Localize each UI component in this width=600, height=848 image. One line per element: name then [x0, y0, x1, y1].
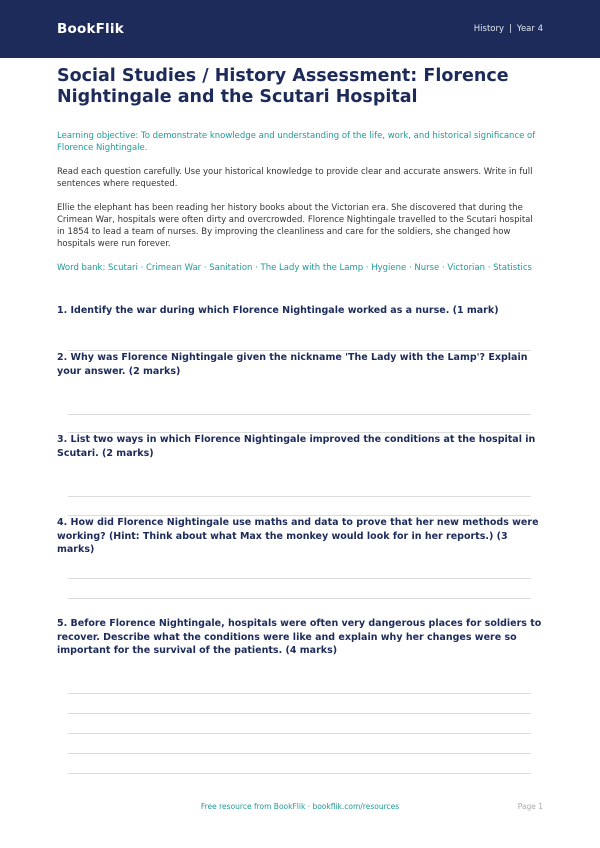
meta-separator: |: [509, 24, 512, 34]
learning-objective: Learning objective: To demonstrate knowledge and understanding of the life, work, and historical significance of Florence Nightingale.: [57, 131, 536, 153]
page-number: Page 1: [517, 802, 543, 811]
footer-text[interactable]: Free resource from BookFlik · bookflik.com/resources: [200, 802, 400, 811]
question-4: 4. How did Florence Nightingale use maths and data to prove that her new methods were working? (Hint: Think about what Max the monkey would look for in her reports.) (3 marks): [57, 517, 539, 555]
question-1: 1. Identify the war during which Florence Nightingale worked as a nurse. (1 mark): [57, 305, 499, 316]
question-5: 5. Before Florence Nightingale, hospitals were often very dangerous places for soldiers to recover. Describe what the conditions were like and explain why her changes were so important for the survival of the patients. (4 marks): [57, 618, 542, 656]
page-title: Social Studies / History Assessment: Florence Nightingale and the Scutari Hospital: [57, 66, 509, 107]
answer-line[interactable]: [68, 496, 531, 497]
page-header: [0, 0, 600, 58]
answer-line[interactable]: [68, 693, 531, 694]
answer-line[interactable]: [68, 713, 531, 714]
brand-logo[interactable]: BookFlik: [57, 21, 124, 37]
question-2: 2. Why was Florence Nightingale given the nickname 'The Lady with the Lamp'? Explain your answer. (2 marks): [57, 352, 528, 377]
intro-section: [57, 66, 543, 274]
answer-line[interactable]: [68, 773, 531, 774]
word-bank: Word bank: Scutari · Crimean War · Sanitation · The Lady with the Lamp · Hygiene · Nurse · Victorian · Statistics: [57, 263, 532, 273]
answer-line[interactable]: [68, 733, 531, 734]
answer-line[interactable]: [68, 598, 531, 599]
subject-label: History: [473, 24, 505, 34]
year-label: Year 4: [516, 24, 543, 34]
answer-line[interactable]: [68, 578, 531, 579]
answer-line[interactable]: [68, 414, 531, 415]
instructions-text: Read each question carefully. Use your historical knowledge to provide clear and accurate answers. Write in full sentences where requested.: [57, 167, 533, 189]
answer-line[interactable]: [68, 753, 531, 754]
question-3: 3. List two ways in which Florence Nightingale improved the conditions at the hospital in Scutari. (2 marks): [57, 434, 536, 459]
story-text: Ellie the elephant has been reading her history books about the Victorian era. She discovered that during the Crimean War, hospitals were often dirty and overcrowded. Florence Nightingale travelled to the Scutari hospital in 1854 to lead a team of nurses. By improving the cleanliness and care for the soldiers, she changed how hospitals were run forever.: [57, 203, 533, 249]
header-meta: [474, 24, 543, 34]
